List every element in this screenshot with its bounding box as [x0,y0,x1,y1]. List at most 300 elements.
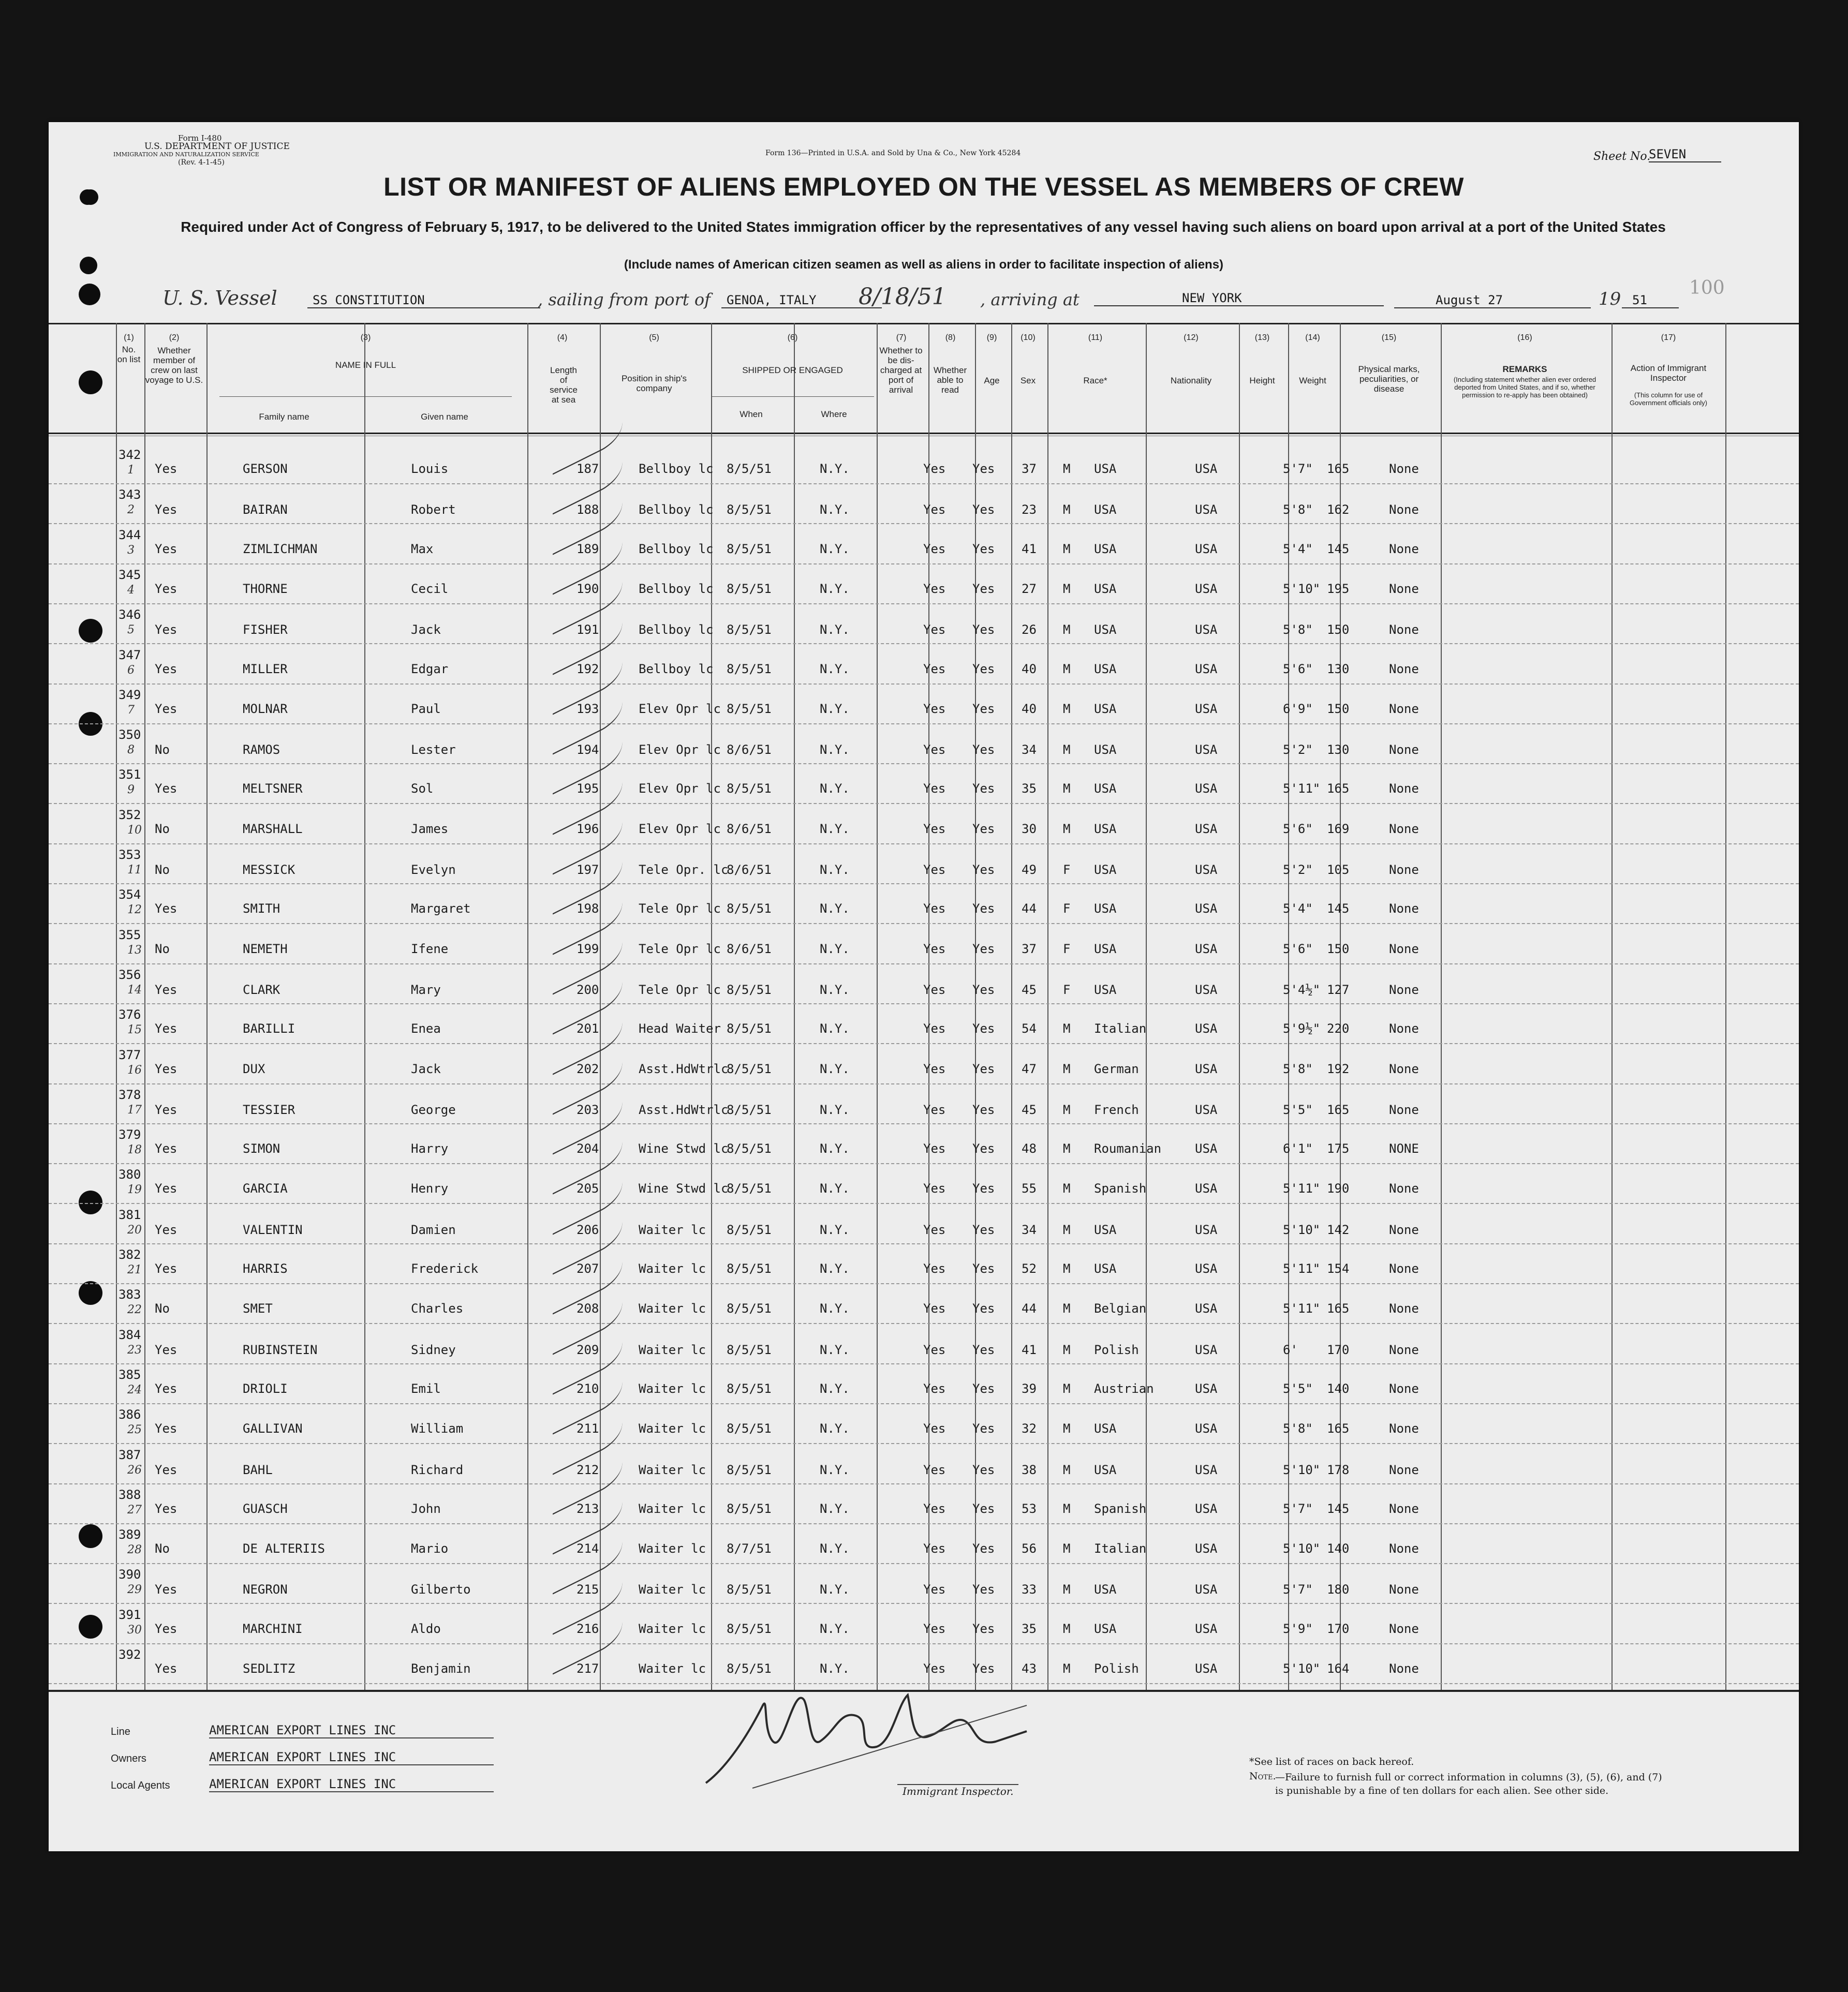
service-length: 205 [576,1181,599,1196]
given-name: Robert [411,502,456,517]
physical-marks: None [1389,701,1419,716]
list-number: 390 [119,1567,141,1582]
sex: M [1063,1141,1071,1156]
row-rule [49,1483,1799,1484]
age: 38 [1022,1462,1037,1477]
shipped-where: N.Y. [820,1141,850,1156]
list-number: 355 [119,927,141,942]
sex: F [1063,901,1071,916]
discharged: Yes [923,462,946,476]
given-name: Margaret [411,901,471,916]
service-length: 211 [576,1421,599,1436]
sex: F [1063,941,1071,956]
physical-marks: None [1389,1421,1419,1436]
sex: M [1063,1021,1071,1036]
col-10-label: Sex [1020,376,1036,385]
shipped-when: 8/5/51 [727,541,772,556]
ship-position: Waiter lc [639,1381,706,1396]
sex: M [1063,541,1071,556]
list-number: 376 [119,1007,141,1022]
col-17-num: (17) [1661,333,1676,342]
physical-marks: None [1389,1621,1419,1636]
service-length: 202 [576,1061,599,1076]
shipped-where: N.Y. [820,1222,850,1237]
physical-marks: None [1389,1541,1419,1556]
physical-marks: None [1389,1181,1419,1196]
shipped-when: 8/6/51 [727,863,772,877]
ship-position: Waiter lc [639,1621,706,1636]
age: 45 [1022,1102,1037,1117]
inspector-signature [685,1664,1037,1798]
height: 6'9" [1283,701,1313,716]
discharged: Yes [923,1541,946,1556]
family-name: BAIRAN [243,502,288,517]
shipped-when: 8/6/51 [727,941,772,956]
given-name: Benjamin [411,1661,471,1676]
col-11-label: Race* [1083,376,1107,385]
row-rule [49,723,1799,724]
list-number: 343 [119,487,141,502]
race: USA [1094,863,1117,877]
able-to-read: Yes [972,541,995,556]
ship-position: Bellboy lc [639,581,714,596]
able-to-read: Yes [972,622,995,637]
service-length: 200 [576,982,599,997]
nationality: USA [1195,1222,1218,1237]
age: 26 [1022,622,1037,637]
ship-position: Tele Opr. lc [639,863,729,877]
sheet-line-number: 4 [127,583,135,597]
race: USA [1094,982,1117,997]
nationality: USA [1195,1661,1218,1676]
discharged: Yes [923,1181,946,1196]
height: 5'8" [1283,1421,1313,1436]
sex: M [1063,1462,1071,1477]
height: 5'2" [1283,863,1313,877]
race: USA [1094,1462,1117,1477]
nationality: USA [1195,863,1218,877]
shipped-where: N.Y. [820,781,850,796]
sheet-line-number: 26 [127,1463,142,1477]
sheet-line-number: 18 [127,1143,142,1157]
col-9-num: (9) [986,333,997,342]
age: 49 [1022,863,1037,877]
shipped-when: 8/5/51 [727,1141,772,1156]
weight: 150 [1327,701,1350,716]
able-to-read: Yes [972,462,995,476]
family-name: MILLER [243,661,288,676]
family-name: MOLNAR [243,701,288,716]
age: 35 [1022,1621,1037,1636]
col-3-given: Given name [421,412,468,422]
crew-last-voyage: Yes [155,1342,178,1357]
col-9-label: Age [984,376,1000,385]
shipped-where: N.Y. [820,502,850,517]
shipped-where: N.Y. [820,1621,850,1636]
sheet-line-number: 25 [127,1423,142,1437]
nationality: USA [1195,1061,1218,1076]
ship-position: Tele Opr lc [639,982,721,997]
row-rule [49,603,1799,604]
discharged: Yes [923,742,946,757]
age: 44 [1022,901,1037,916]
line-value: AMERICAN EXPORT LINES INC [209,1723,494,1738]
ship-position: Waiter lc [639,1301,706,1316]
shipped-when: 8/5/51 [727,462,772,476]
shipped-where: N.Y. [820,941,850,956]
col-4-num: (4) [557,333,568,342]
sex: M [1063,1301,1071,1316]
sheet-line-number: 10 [127,823,142,837]
list-number: 347 [119,647,141,662]
discharged: Yes [923,622,946,637]
service-length: 201 [576,1021,599,1036]
sheet-line-number: 20 [127,1223,142,1237]
shipped-when: 8/5/51 [727,1301,772,1316]
col-13-num: (13) [1254,333,1270,342]
shipped-where: N.Y. [820,1301,850,1316]
table-top-rule [49,323,1799,324]
age: 45 [1022,982,1037,997]
given-name: Paul [411,701,441,716]
service-length: 199 [576,941,599,956]
sex: M [1063,1102,1071,1117]
row-rule [49,643,1799,644]
age: 44 [1022,1301,1037,1316]
discharged: Yes [923,1462,946,1477]
col-5-num: (5) [649,333,659,342]
owners-label: Owners [111,1753,146,1764]
able-to-read: Yes [972,581,995,596]
year-prefix: 19 [1599,289,1621,309]
family-name: GUASCH [243,1501,288,1516]
row-rule [49,1603,1799,1604]
weight: 140 [1327,1381,1350,1396]
col-17-label: Action of Immigrant Inspector [1630,363,1707,383]
column-rule [1441,323,1442,1690]
weight: 142 [1327,1222,1350,1237]
ship-position: Waiter lc [639,1582,706,1597]
family-name: RUBINSTEIN [243,1342,318,1357]
sex: M [1063,462,1071,476]
service-length: 192 [576,661,599,676]
nationality: USA [1195,622,1218,637]
race: USA [1094,541,1117,556]
discharged: Yes [923,863,946,877]
punch-hole [79,284,100,305]
col-7-num: (7) [896,333,907,342]
able-to-read: Yes [972,1181,995,1196]
age: 54 [1022,1021,1037,1036]
physical-marks: None [1389,1582,1419,1597]
shipped-when: 8/5/51 [727,1661,772,1676]
family-name: GERSON [243,462,288,476]
list-number: 342 [119,448,141,462]
age: 39 [1022,1381,1037,1396]
shipped-when: 8/6/51 [727,742,772,757]
manifest-sheet [49,122,1799,1851]
sex: M [1063,781,1071,796]
weight: 164 [1327,1661,1350,1676]
able-to-read: Yes [972,901,995,916]
crew-last-voyage: Yes [155,1421,178,1436]
ship-position: Asst.HdWtrlc [639,1102,729,1117]
race: USA [1094,901,1117,916]
height: 5'10" [1283,581,1321,596]
sheet-line-number: 17 [127,1103,142,1117]
age: 53 [1022,1501,1037,1516]
sex: M [1063,1541,1071,1556]
given-name: Sol [411,781,434,796]
inspector-label: Immigrant Inspector. [897,1784,1018,1797]
ship-position: Wine Stwd lc [639,1181,729,1196]
weight: 192 [1327,1061,1350,1076]
column-rule [116,323,117,1690]
weight: 190 [1327,1181,1350,1196]
race: Polish [1094,1342,1139,1357]
race: USA [1094,622,1117,637]
discharged: Yes [923,1141,946,1156]
physical-marks: None [1389,1462,1419,1477]
col-12-num: (12) [1184,333,1199,342]
family-name: MELTSNER [243,781,303,796]
col-13-label: Height [1249,376,1275,385]
race: Polish [1094,1661,1139,1676]
sheet-line-number: 1 [127,464,135,477]
race: USA [1094,581,1117,596]
crew-last-voyage: Yes [155,622,178,637]
given-name: Max [411,541,434,556]
discharged: Yes [923,541,946,556]
crew-last-voyage: No [155,1541,170,1556]
row-rule [49,963,1799,964]
able-to-read: Yes [972,1342,995,1357]
row-rule [49,563,1799,564]
height: 5'4½" [1283,982,1321,997]
height: 5'4" [1283,901,1313,916]
discharged: Yes [923,1061,946,1076]
physical-marks: None [1389,821,1419,836]
crew-last-voyage: Yes [155,581,178,596]
col-2-num: (2) [169,333,180,342]
shipped-when: 8/5/51 [727,781,772,796]
family-name: SEDLITZ [243,1661,295,1676]
service-length: 214 [576,1541,599,1556]
row-rule [49,1283,1799,1284]
list-number: 353 [119,848,141,862]
weight: 220 [1327,1021,1350,1036]
printer-note: Form 136—Printed in U.S.A. and Sold by Una & Co., New York 45284 [765,149,1021,157]
age: 23 [1022,502,1037,517]
ship-position: Head Waiter [639,1021,721,1036]
physical-marks: None [1389,1222,1419,1237]
crew-last-voyage: Yes [155,982,178,997]
height: 5'11" [1283,781,1321,796]
shipped-when: 8/5/51 [727,502,772,517]
given-name: George [411,1102,456,1117]
list-number: 349 [119,687,141,702]
nationality: USA [1195,982,1218,997]
race: USA [1094,781,1117,796]
shipped-when: 8/5/51 [727,1181,772,1196]
family-name: GALLIVAN [243,1421,303,1436]
race: USA [1094,742,1117,757]
nationality: USA [1195,781,1218,796]
ship-position: Waiter lc [639,1342,706,1357]
height: 5'8" [1283,622,1313,637]
shipped-where: N.Y. [820,1541,850,1556]
sheet-line-number: 11 [127,864,142,876]
discharged: Yes [923,1102,946,1117]
shipped-when: 8/5/51 [727,1462,772,1477]
given-name: Edgar [411,661,449,676]
able-to-read: Yes [972,1541,995,1556]
nationality: USA [1195,1381,1218,1396]
service-length: 207 [576,1261,599,1276]
family-name: BARILLI [243,1021,295,1036]
row-rule [49,883,1799,884]
shipped-where: N.Y. [820,581,850,596]
row-rule [49,1043,1799,1044]
nationality: USA [1195,462,1218,476]
nationality: USA [1195,1301,1218,1316]
sex: M [1063,661,1071,676]
ship-position: Asst.HdWtrlc [639,1061,729,1076]
service-length: 212 [576,1462,599,1477]
discharged: Yes [923,1342,946,1357]
ship-position: Tele Opr lc [639,901,721,916]
age: 48 [1022,1141,1037,1156]
family-name: SIMON [243,1141,280,1156]
col-17-note: (This column for use of Government officials only) [1629,391,1708,407]
row-rule [49,1643,1799,1644]
race: USA [1094,1261,1117,1276]
line-label: Line [111,1726,130,1737]
height: 5'11" [1283,1301,1321,1316]
row-rule [49,1243,1799,1244]
ship-position: Elev Opr lc [639,781,721,796]
row-rule [49,803,1799,804]
shipped-where: N.Y. [820,1061,850,1076]
race: USA [1094,701,1117,716]
nationality: USA [1195,1141,1218,1156]
ship-position: Elev Opr lc [639,701,721,716]
physical-marks: NONE [1389,1141,1419,1156]
ship-position: Bellboy lc [639,661,714,676]
crew-last-voyage: No [155,863,170,877]
shipped-when: 8/5/51 [727,1102,772,1117]
service-length: 204 [576,1141,599,1156]
family-name: NEGRON [243,1582,288,1597]
nationality: USA [1195,1261,1218,1276]
column-rule [1340,323,1341,1690]
col-4-label: Length of service at sea [550,365,578,405]
service-length: 206 [576,1222,599,1237]
height: 5'10" [1283,1462,1321,1477]
height: 6'1" [1283,1141,1313,1156]
race: Italian [1094,1541,1147,1556]
race: USA [1094,462,1117,476]
sheet-number: SEVEN [1649,147,1721,162]
arriving-label: , arriving at [980,290,1080,309]
family-name: HARRIS [243,1261,288,1276]
race: USA [1094,821,1117,836]
weight: 165 [1327,1301,1350,1316]
weight: 145 [1327,901,1350,916]
nationality: USA [1195,1621,1218,1636]
race: USA [1094,1582,1117,1597]
nationality: USA [1195,1181,1218,1196]
crew-last-voyage: Yes [155,1102,178,1117]
sheet-line-number: 5 [127,623,135,637]
family-name: MESSICK [243,863,295,877]
physical-marks: None [1389,502,1419,517]
race: USA [1094,1421,1117,1436]
ship-position: Tele Opr lc [639,941,721,956]
row-rule [49,483,1799,484]
sex: M [1063,1381,1071,1396]
sheet-line-number: 29 [127,1583,142,1597]
sheet-line-number: 12 [127,903,142,917]
col-2-label: Whether member of crew on last voyage to U.S. [145,346,203,385]
sex: M [1063,701,1071,716]
physical-marks: None [1389,1381,1419,1396]
sheet-line-number: 16 [127,1063,142,1077]
list-number: 352 [119,807,141,822]
list-number: 380 [119,1167,141,1182]
physical-marks: None [1389,1661,1419,1676]
col-6-when: When [740,409,763,419]
height: 5'7" [1283,1582,1313,1597]
family-name: FISHER [243,622,288,637]
crew-last-voyage: Yes [155,1621,178,1636]
crew-last-voyage: Yes [155,1261,178,1276]
discharged: Yes [923,901,946,916]
row-rule [49,923,1799,924]
sex: M [1063,1501,1071,1516]
service-length: 198 [576,901,599,916]
given-name: William [411,1421,464,1436]
able-to-read: Yes [972,1582,995,1597]
sheet-line-number: 15 [127,1023,142,1037]
list-number: 356 [119,967,141,982]
nationality: USA [1195,1421,1218,1436]
height: 5'11" [1283,1181,1321,1196]
col-5-label: Position in ship's company [621,374,687,393]
height: 5'6" [1283,941,1313,956]
discharged: Yes [923,1501,946,1516]
col-12-label: Nationality [1170,376,1212,385]
col-16-note: (Including statement whether alien ever ordered deported from United States, and if so, whether permission to re-apply has been obtained) [1453,376,1596,399]
family-name: DE ALTERIIS [243,1541,325,1556]
given-name: Mario [411,1541,449,1556]
race: German [1094,1061,1139,1076]
age: 37 [1022,462,1037,476]
family-name: MARCHINI [243,1621,303,1636]
sheet-line-number: 22 [127,1303,142,1317]
age: 32 [1022,1421,1037,1436]
ship-position: Waiter lc [639,1462,706,1477]
ship-position: Waiter lc [639,1222,706,1237]
note-text: —Failure to furnish full or correct information in columns (3), (5), (6), and (7) is punishable by a fine of ten dollars for each alien. See other side. [1275,1772,1662,1796]
sex: M [1063,742,1071,757]
given-name: Louis [411,462,449,476]
sex: M [1063,1582,1071,1597]
crew-last-voyage: Yes [155,502,178,517]
column-rule [1239,323,1240,1690]
race: USA [1094,1621,1117,1636]
crew-last-voyage: Yes [155,1582,178,1597]
